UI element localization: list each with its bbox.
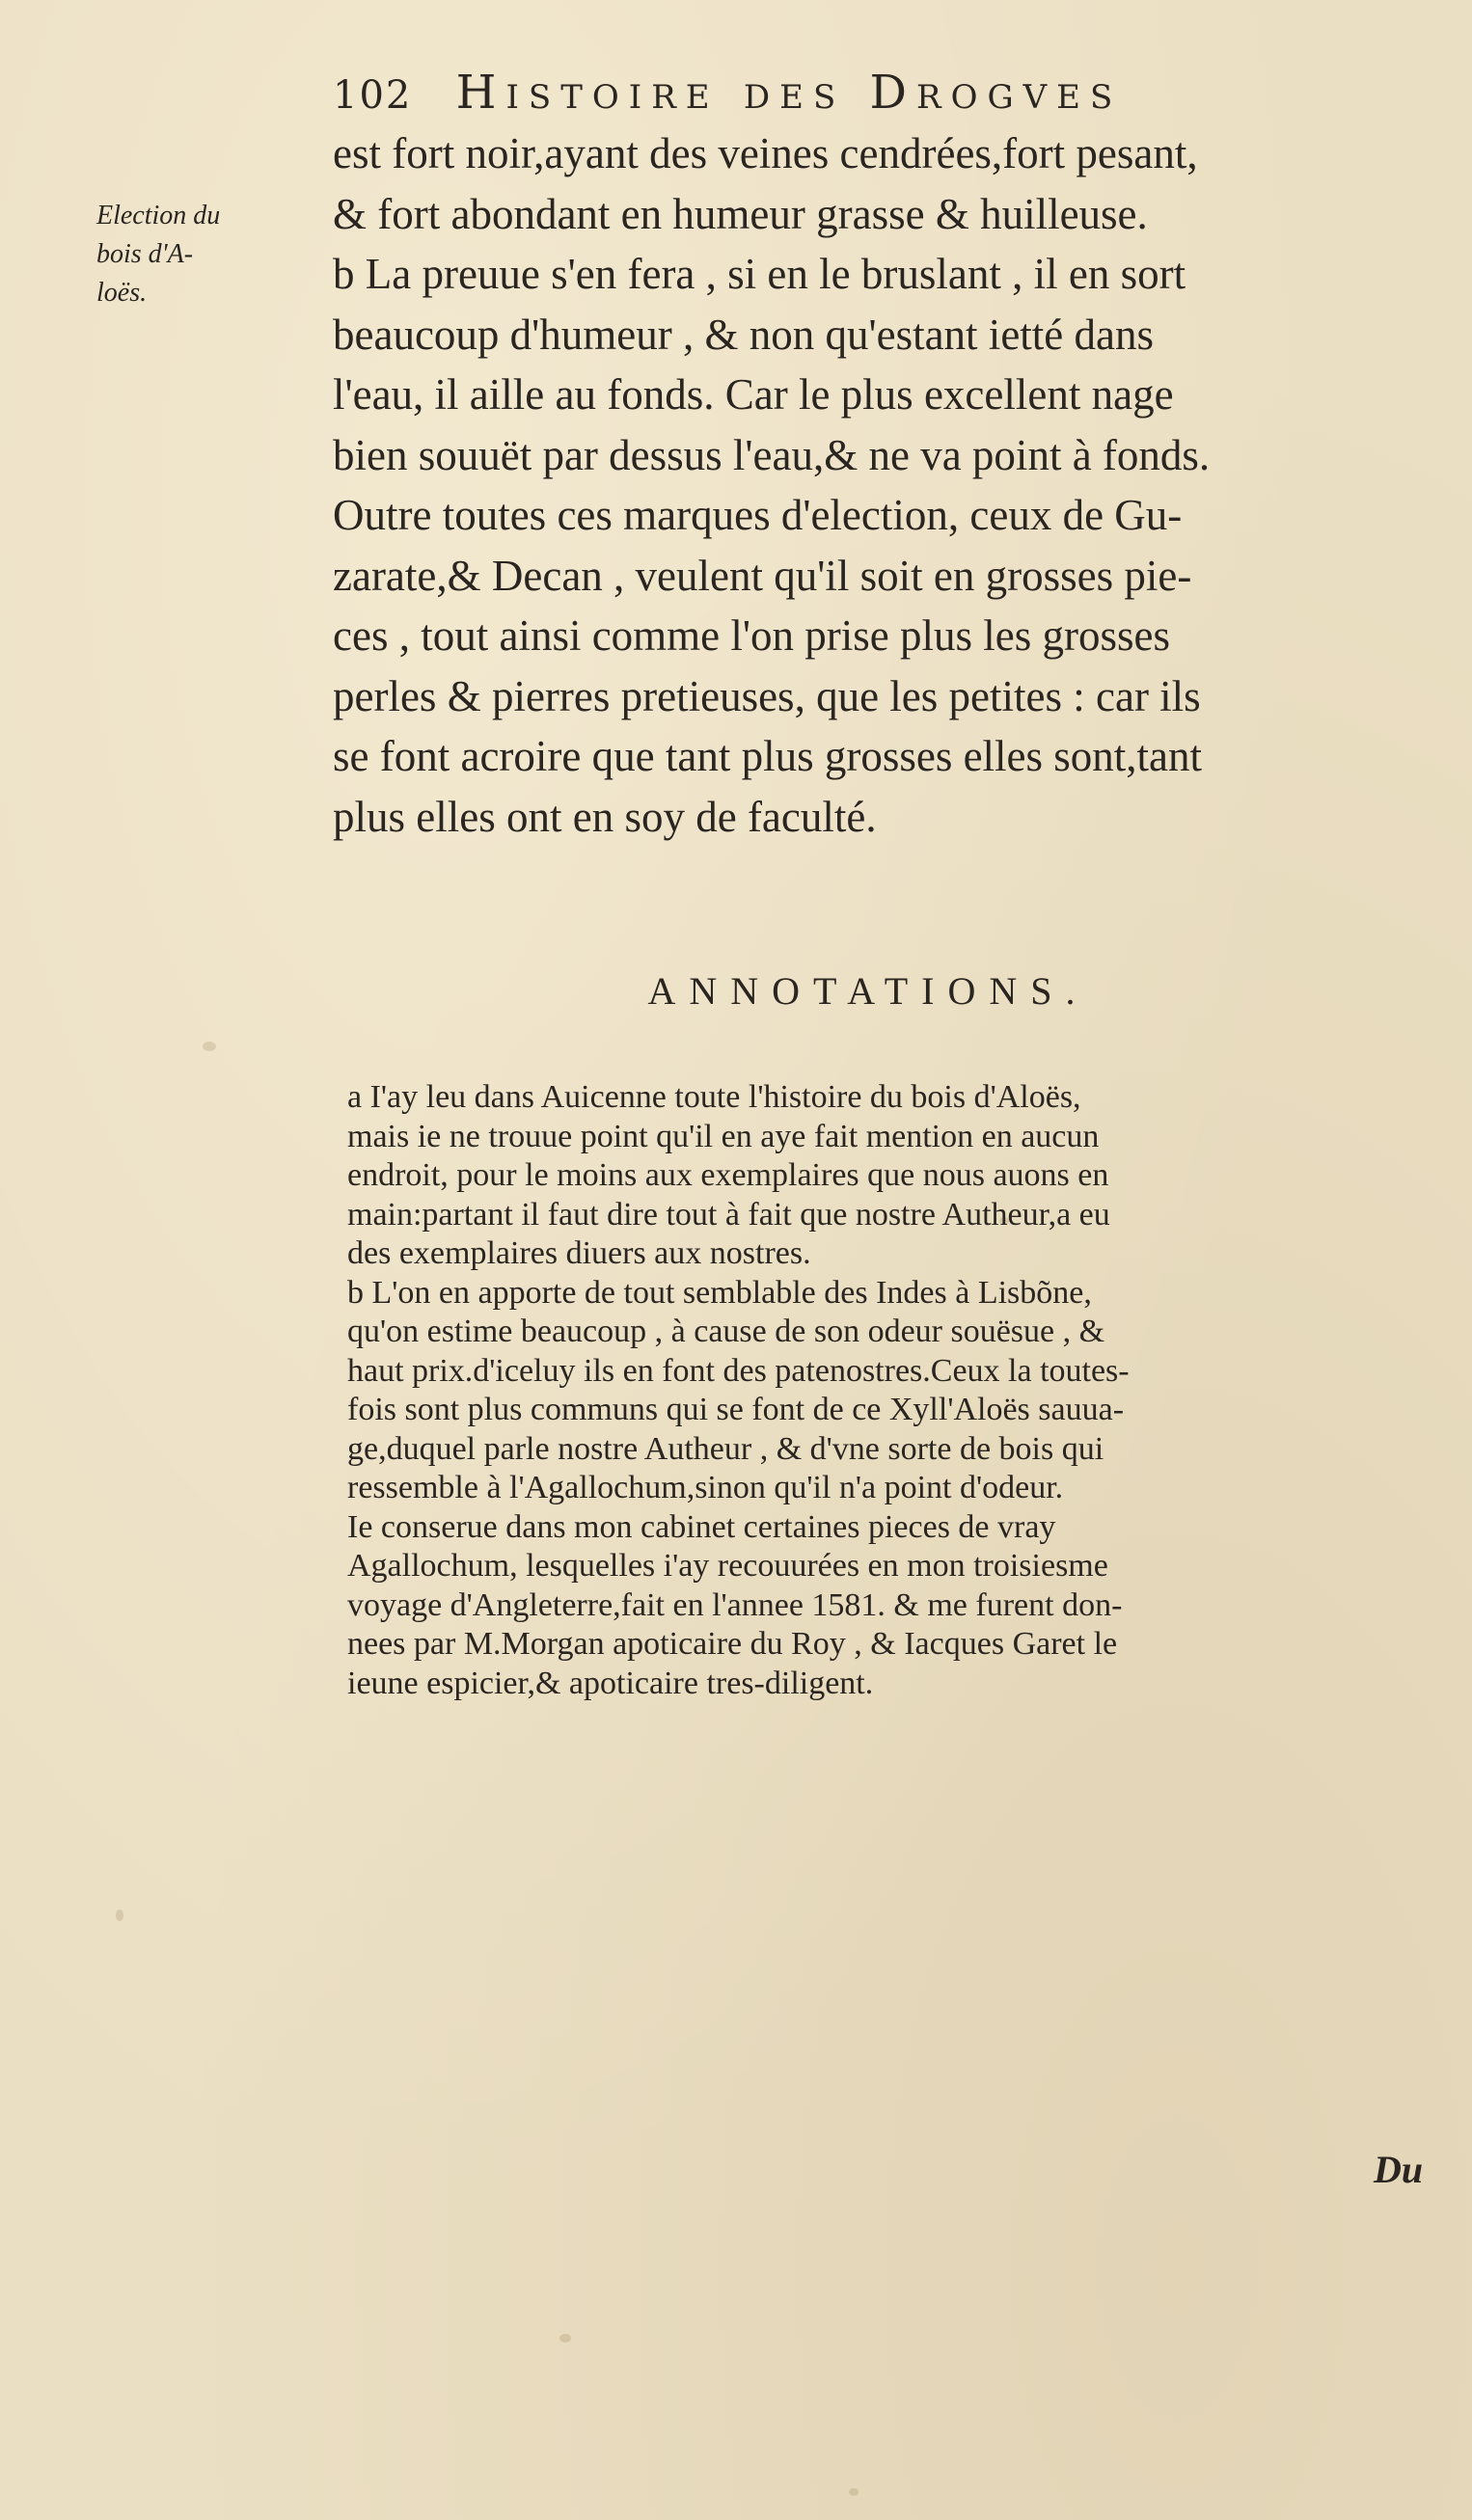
text-line: & fort abondant en humeur grasse & huilleuse. bbox=[333, 189, 1148, 238]
annotation-line: ieune espicier,& apoticaire tres-diligent. bbox=[347, 1665, 874, 1701]
annotation-line: Ie conserue dans mon cabinet certaines pieces de vray bbox=[347, 1508, 1056, 1545]
running-title: Histoire des Drogves bbox=[455, 66, 1123, 120]
annotation-line: Agallochum, lesquelles i'ay recouurées en mon troisiesme bbox=[347, 1548, 1108, 1584]
text-line: ces , tout ainsi comme l'on prise plus les grosses bbox=[333, 611, 1170, 660]
annotation-line: b L'on en apporte de tout semblable des Indes à Lisbõne, bbox=[347, 1274, 1092, 1311]
text-line: est fort noir,ayant des veines cendrées,fort pesant, bbox=[333, 129, 1198, 177]
text-line: zarate,& Decan , veulent qu'il soit en grosses pie- bbox=[333, 551, 1192, 600]
text-line: b La preuue s'en fera , si en le bruslant , il en sort bbox=[333, 250, 1186, 298]
annotation-line: ge,duquel parle nostre Autheur , & d'vne sorte de bois qui bbox=[347, 1430, 1104, 1467]
annotation-line: haut prix.d'iceluy ils en font des patenostres.Ceux la toutes- bbox=[347, 1352, 1130, 1389]
paper-stain bbox=[203, 1042, 216, 1051]
text-line: perles & pierres pretieuses, que les petites : car ils bbox=[333, 671, 1201, 720]
annotation-line: main:partant il faut dire tout à fait que nostre Autheur,a eu bbox=[347, 1196, 1110, 1233]
annotation-line: endroit, pour le moins aux exemplaires que nous auons en bbox=[347, 1157, 1109, 1193]
page-number: 102 bbox=[333, 73, 413, 118]
main-text-block bbox=[333, 123, 1404, 847]
annotation-line: des exemplaires diuers aux nostres. bbox=[347, 1235, 811, 1271]
margin-note-line: bois d'A- bbox=[96, 239, 194, 269]
catchword: Du bbox=[1374, 2148, 1424, 2191]
annotation-line: ressemble à l'Agallochum,sinon qu'il n'a point d'odeur. bbox=[347, 1470, 1064, 1505]
running-head bbox=[333, 66, 1404, 120]
paper-stain bbox=[116, 1910, 123, 1921]
margin-note-line: loës. bbox=[96, 278, 148, 308]
margin-note bbox=[96, 197, 299, 312]
annotation-line: nees par M.Morgan apoticaire du Roy , & Iacques Garet le bbox=[347, 1626, 1118, 1662]
annotation-line: voyage d'Angleterre,fait en l'annee 1581. & me furent don- bbox=[347, 1586, 1123, 1623]
text-line: beaucoup d'humeur , & non qu'estant ietté dans bbox=[333, 310, 1155, 359]
text-line: bien souuët par dessus l'eau,& ne va point à fonds. bbox=[333, 430, 1211, 479]
text-line: se font acroire que tant plus grosses elles sont,tant bbox=[333, 732, 1203, 780]
text-line: Outre toutes ces marques d'election, ceux de Gu- bbox=[333, 491, 1183, 539]
annotations-text-block bbox=[347, 1078, 1408, 1703]
text-line: plus elles ont en soy de faculté. bbox=[333, 792, 877, 841]
annotation-line: fois sont plus communs qui se font de ce Xyll'Aloës sauua- bbox=[347, 1392, 1125, 1427]
paper-stain bbox=[559, 2334, 571, 2343]
paper-stain bbox=[849, 2488, 859, 2496]
text-line: l'eau, il aille au fonds. Car le plus excellent nage bbox=[333, 370, 1174, 419]
annotation-line: a I'ay leu dans Auicenne toute l'histoire du bois d'Aloës, bbox=[347, 1079, 1081, 1115]
annotations-heading: ANNOTATIONS. bbox=[647, 969, 1089, 1013]
annotation-line: mais ie ne trouue point qu'il en aye fait mention en aucun bbox=[347, 1118, 1100, 1154]
annotation-line: qu'on estime beaucoup , à cause de son odeur souësue , & bbox=[347, 1314, 1105, 1349]
margin-note-line: Election du bbox=[96, 201, 221, 230]
